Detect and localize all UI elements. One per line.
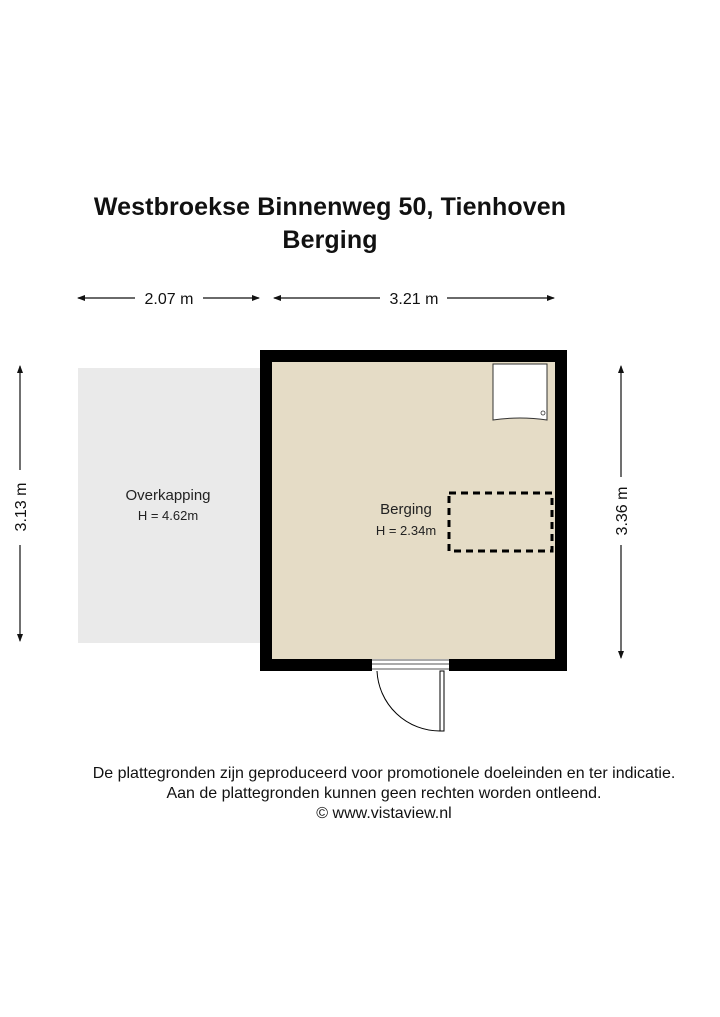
overkapping-name: Overkapping — [125, 487, 211, 504]
dimension-left — [13, 366, 30, 641]
disclaimer-line-1: De plattegronden zijn geproduceerd voor promotionele doeleinden en ter indicatie. — [92, 765, 676, 782]
plan-title: Westbroekse Binnenweg 50, Tienhoven — [93, 193, 567, 221]
berging-height: H = 2.34m — [375, 523, 437, 538]
corner-unit — [493, 364, 547, 420]
dimension-top-left — [78, 291, 259, 308]
door — [377, 671, 444, 731]
dimension-label: 2.07 m — [144, 291, 194, 308]
dimension-top-right — [274, 291, 554, 308]
berging-name: Berging — [380, 501, 432, 518]
disclaimer-line-2: Aan de plattegronden kunnen geen rechten worden ontleend. — [166, 785, 602, 802]
overkapping-height: H = 4.62m — [137, 508, 199, 523]
copyright: © www.vistaview.nl — [316, 805, 452, 822]
dimension-label: 3.21 m — [389, 291, 439, 308]
overkapping-area — [78, 368, 261, 643]
dimension-label: 3.36 m — [614, 486, 631, 536]
dimension-label: 3.13 m — [13, 482, 30, 532]
floor-title: Berging — [282, 226, 378, 254]
dimension-right — [614, 366, 631, 658]
